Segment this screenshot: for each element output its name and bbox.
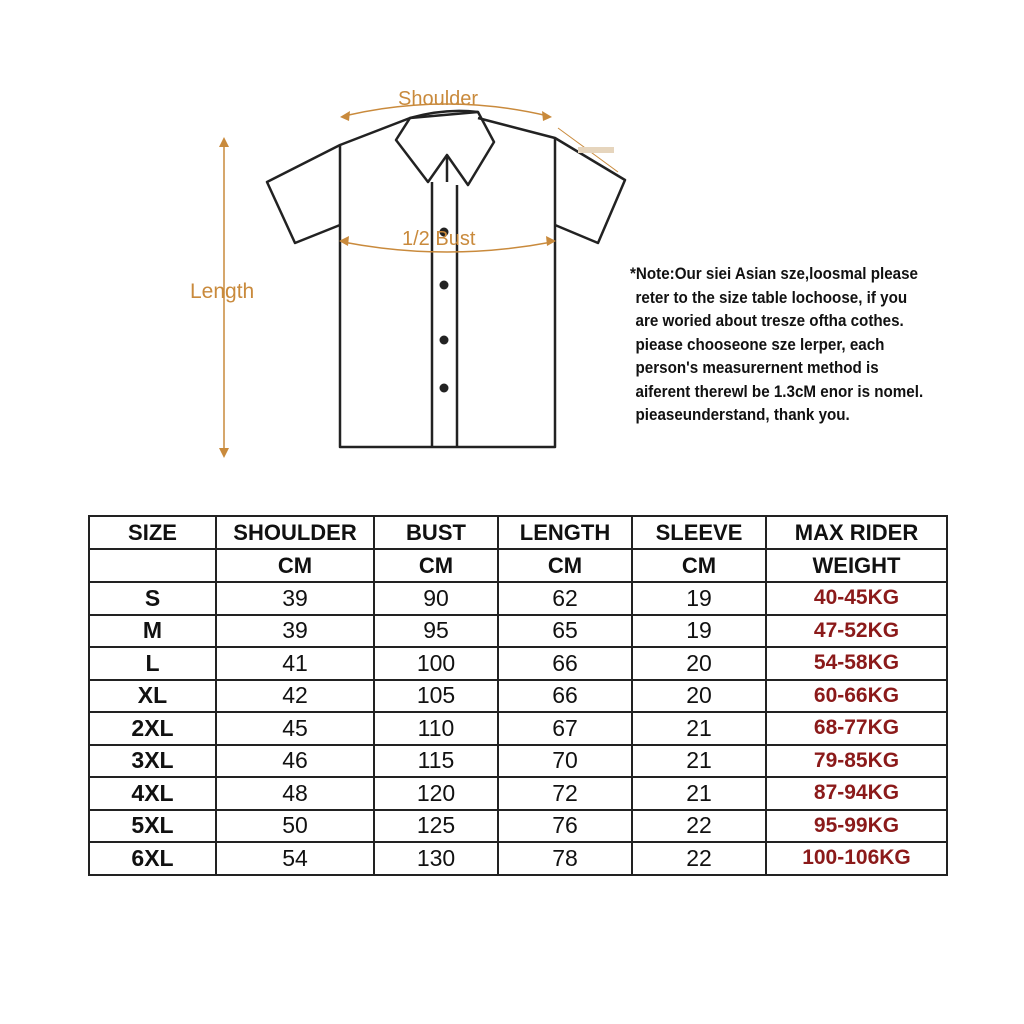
cell-bust: 120 [374, 777, 498, 810]
cell-sleeve: 21 [632, 777, 766, 810]
cell-max-weight: 95-99KG [766, 810, 947, 843]
cell-length: 66 [498, 680, 632, 713]
table-row [89, 842, 947, 875]
note-line: reter to the size table lochoose, if you [635, 288, 908, 307]
cell-sleeve: 22 [632, 842, 766, 875]
sizing-note [630, 263, 961, 428]
cell-size: L [89, 647, 216, 680]
cell-sleeve: 22 [632, 810, 766, 843]
table-row [89, 615, 947, 648]
cell-shoulder: 50 [216, 810, 374, 843]
cell-size: 2XL [89, 712, 216, 745]
header-length: LENGTH [498, 516, 632, 549]
header-length-unit: CM [498, 549, 632, 582]
cell-shoulder: 41 [216, 647, 374, 680]
note-line: piease chooseone sze lerper, each [635, 335, 885, 354]
cell-bust: 100 [374, 647, 498, 680]
header-row-top [89, 516, 947, 549]
cell-max-weight: 100-106KG [766, 842, 947, 875]
cell-length: 78 [498, 842, 632, 875]
cell-sleeve: 19 [632, 615, 766, 648]
cell-size: XL [89, 680, 216, 713]
note-line: *Note:Our siei Asian sze,loosmal please [630, 265, 918, 283]
cell-size: 5XL [89, 810, 216, 843]
size-chart-body [89, 582, 947, 875]
cell-max-weight: 87-94KG [766, 777, 947, 810]
length-label: Length [190, 280, 255, 303]
table-row [89, 745, 947, 778]
cell-shoulder: 39 [216, 582, 374, 615]
cell-sleeve: 19 [632, 582, 766, 615]
cell-length: 67 [498, 712, 632, 745]
header-weight: WEIGHT [766, 549, 947, 582]
cell-bust: 130 [374, 842, 498, 875]
header-max-rider: MAX RIDER [766, 516, 947, 549]
cell-length: 62 [498, 582, 632, 615]
header-size: SIZE [89, 516, 216, 549]
note-line: are woried about tresze oftha cothes. [635, 312, 904, 330]
cell-length: 72 [498, 777, 632, 810]
cell-bust: 110 [374, 712, 498, 745]
cell-sleeve: 20 [632, 647, 766, 680]
header-bust-unit: CM [374, 549, 498, 582]
cell-shoulder: 54 [216, 842, 374, 875]
cell-shoulder: 46 [216, 745, 374, 778]
cell-size: M [89, 615, 216, 648]
cell-length: 70 [498, 745, 632, 778]
header-size-unit [89, 549, 216, 582]
header-shoulder-unit: CM [216, 549, 374, 582]
cell-shoulder: 45 [216, 712, 374, 745]
cell-sleeve: 21 [632, 712, 766, 745]
cell-size: S [89, 582, 216, 615]
cell-bust: 95 [374, 615, 498, 648]
cell-max-weight: 40-45KG [766, 582, 947, 615]
header-shoulder: SHOULDER [216, 516, 374, 549]
cell-max-weight: 54-58KG [766, 647, 947, 680]
note-line: aiferent therewl be 1.3cM enor is nomel. [635, 382, 924, 401]
cell-bust: 105 [374, 680, 498, 713]
table-row [89, 777, 947, 810]
header-sleeve: SLEEVE [632, 516, 766, 549]
cell-max-weight: 47-52KG [766, 615, 947, 648]
cell-length: 65 [498, 615, 632, 648]
note-line: pieaseunderstand, thank you. [635, 406, 850, 424]
cell-bust: 115 [374, 745, 498, 778]
table-row [89, 680, 947, 713]
cell-bust: 90 [374, 582, 498, 615]
cell-size: 4XL [89, 777, 216, 810]
cell-size: 3XL [89, 745, 216, 778]
table-row [89, 712, 947, 745]
table-row [89, 582, 947, 615]
cell-max-weight: 79-85KG [766, 745, 947, 778]
note-line: person's measurernent method is [635, 359, 879, 377]
table-row [89, 647, 947, 680]
cell-length: 66 [498, 647, 632, 680]
cell-shoulder: 42 [216, 680, 374, 713]
bust-label: 1/2 Bust [402, 228, 476, 250]
cell-max-weight: 68-77KG [766, 712, 947, 745]
header-row-bottom [89, 549, 947, 582]
cell-shoulder: 48 [216, 777, 374, 810]
cell-size: 6XL [89, 842, 216, 875]
cell-max-weight: 60-66KG [766, 680, 947, 713]
table-row [89, 810, 947, 843]
shoulder-label: Shoulder [398, 88, 479, 110]
header-sleeve-unit: CM [632, 549, 766, 582]
cell-shoulder: 39 [216, 615, 374, 648]
cell-sleeve: 21 [632, 745, 766, 778]
cell-length: 76 [498, 810, 632, 843]
header-bust: BUST [374, 516, 498, 549]
cell-bust: 125 [374, 810, 498, 843]
cell-sleeve: 20 [632, 680, 766, 713]
size-chart-table [88, 515, 948, 876]
